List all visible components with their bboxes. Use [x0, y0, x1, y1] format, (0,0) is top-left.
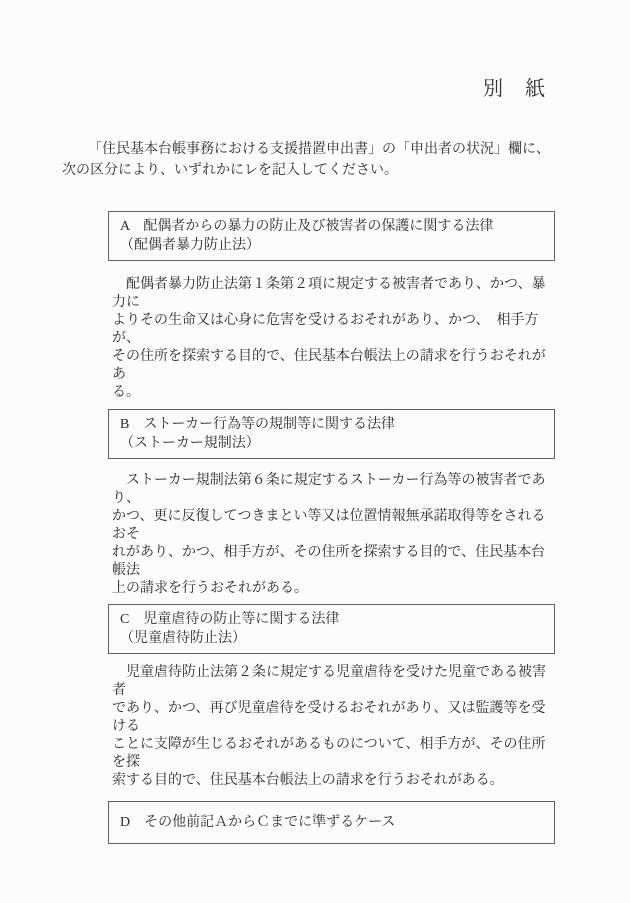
section-box-c: C 児童虐待の防止等に関する法律 （児童虐待防止法） — [108, 604, 555, 654]
page-title: 別 紙 — [483, 78, 546, 100]
intro-paragraph: 「住民基本台帳事務における支援措置申出書」の「申出者の状況」欄に、 次の区分により、いずれかにレを記入してください。 — [62, 142, 550, 178]
section-body-c: 児童虐待防止法第２条に規定する児童虐待を受けた児童である被害者 であり、かつ、再び児童虐待を受けるおそれがあり、又は監護等を受ける ことに支障が生じるおそれがあるものについて、相手方が、その住所を探 索する目的で、住民基本台帳法上の請求を行うおそれがある。 — [112, 665, 546, 788]
section-box-a: A 配偶者からの暴力の防止及び被害者の保護に関する法律 （配偶者暴力防止法） — [108, 211, 555, 261]
section-body-b: ストーカー規制法第６条に規定するストーカー行為等の被害者であり、 かつ、更に反復してつきまとい等又は位置情報無承諾取得等をされるおそ れがあり、かつ、相手方が、その住所を探索する目的で、住民基本台帳法 上の請求を行うおそれがある。 — [112, 473, 546, 596]
section-body-a: 配偶者暴力防止法第１条第２項に規定する被害者であり、かつ、暴力に よりその生命又は心身に危害を受けるおそれがあり、かつ、 相手方が、 その住所を探索する目的で、住民基本台帳法上の請求を行うおそれがあ る。 — [112, 277, 546, 400]
section-box-d: D その他前記ＡからＣまでに準ずるケース — [108, 801, 555, 844]
section-box-b: B ストーカー行為等の規制等に関する法律 （ストーカー規制法） — [108, 409, 555, 459]
